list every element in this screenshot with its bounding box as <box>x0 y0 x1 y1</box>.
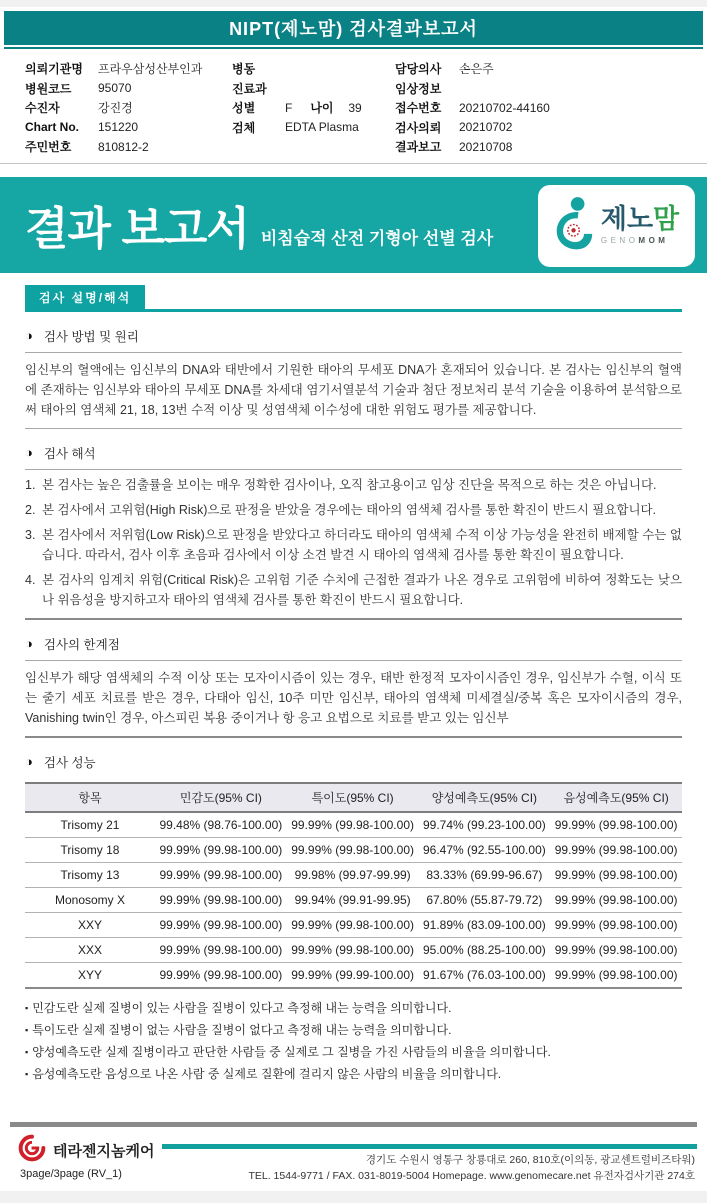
field-value: 20210702-44160 <box>459 100 550 115</box>
field-label: 검사의뢰 <box>395 120 442 135</box>
footnote-text: 특이도란 실제 질병이 없는 사람을 질병이 없다고 측정해 내는 능력을 의미합니다. <box>32 1022 452 1037</box>
cell-value: 99.99% (99.98-100.00) <box>287 812 419 838</box>
field-label: 병원코드 <box>25 81 72 96</box>
divider <box>25 352 682 353</box>
page-edge-top <box>0 0 707 7</box>
cell-item: XXX <box>25 937 155 962</box>
cell-item: Trisomy 13 <box>25 862 155 887</box>
half-circle-bullet-icon: ◑ <box>25 445 33 460</box>
item-number: 2. <box>25 502 36 517</box>
field-value: 810812-2 <box>98 139 149 154</box>
result-banner <box>0 177 707 273</box>
footnote <box>25 997 682 1019</box>
cell-value: 99.99% (99.98-100.00) <box>155 962 287 988</box>
item-number: 3. <box>25 527 36 542</box>
list-item <box>25 570 682 610</box>
table-row <box>25 912 682 937</box>
logo-text-geno-en: GENO <box>600 236 639 245</box>
column-header: 항목 <box>25 783 155 812</box>
field-label: 담당의사 <box>395 62 442 77</box>
cell-value: 99.99% (99.98-100.00) <box>287 837 419 862</box>
half-circle-bullet-icon: ◑ <box>25 636 33 651</box>
cell-value: 99.99% (99.98-100.00) <box>550 837 682 862</box>
cell-value: 99.99% (99.98-100.00) <box>155 937 287 962</box>
report-title-band <box>4 11 703 45</box>
band-underline <box>4 47 703 49</box>
page-indicator: 3page/3page (RV_1) <box>20 1168 122 1180</box>
logo-text-mom-kr: 맘 <box>653 204 680 234</box>
page-footer <box>0 1122 707 1191</box>
cell-item: XXY <box>25 912 155 937</box>
list-item <box>25 525 682 565</box>
cell-value: 91.67% (76.03-100.00) <box>419 962 551 988</box>
divider <box>25 736 682 738</box>
cell-value: 99.98% (99.97-99.99) <box>287 862 419 887</box>
cell-value: 99.99% (99.98-100.00) <box>155 837 287 862</box>
footer-address-block <box>248 1152 695 1184</box>
section-tab-rule <box>25 285 682 312</box>
table-row <box>25 937 682 962</box>
logo-text-mom-en: MOM <box>638 236 669 245</box>
field-label: 의뢰기관명 <box>25 62 83 77</box>
patient-row <box>25 137 685 157</box>
field-label: 임상정보 <box>395 81 442 96</box>
divider <box>25 428 682 429</box>
field-label: 접수번호 <box>395 101 442 116</box>
field-label: 주민번호 <box>25 140 72 155</box>
cell-value: 99.99% (99.98-100.00) <box>550 862 682 887</box>
footer-contact: TEL. 1544-9771 / FAX. 031-8019-5004 Homepage. www.genomecare.net 유전자검사기관 274호 <box>248 1170 695 1182</box>
theragen-g-icon <box>18 1134 46 1167</box>
square-bullet-icon: ▪ <box>25 1002 29 1013</box>
divider <box>25 469 682 470</box>
half-circle-bullet-icon: ◑ <box>25 328 33 343</box>
field-label: 나이 <box>310 101 334 116</box>
list-item <box>25 500 682 520</box>
table-row <box>25 862 682 887</box>
field-value: 20210708 <box>459 139 513 154</box>
table-row <box>25 812 682 838</box>
cell-item: Trisomy 21 <box>25 812 155 838</box>
cell-value: 67.80% (55.87-79.72) <box>419 887 551 912</box>
section-tab: 검사 설명/해석 <box>25 285 145 309</box>
column-header: 민감도(95% CI) <box>155 783 287 812</box>
cell-value: 99.99% (99.98-100.00) <box>155 887 287 912</box>
field-value: 151220 <box>98 120 139 135</box>
section-heading-limitations <box>25 636 682 652</box>
field-value: F <box>285 100 293 115</box>
footnote-text: 음성예측도란 음성으로 나온 사람 중 실제로 질환에 걸리지 않은 사람의 비율을 의미합니다. <box>32 1066 502 1081</box>
cell-value: 99.99% (99.98-100.00) <box>155 862 287 887</box>
section-title: 검사 성능 <box>43 755 96 770</box>
patient-row <box>25 59 685 79</box>
genomom-wordmark <box>601 206 679 245</box>
footnote-text: 민감도란 실제 질병이 있는 사람을 질병이 있다고 측정해 내는 능력을 의미합니다. <box>32 1000 452 1015</box>
cell-item: Trisomy 18 <box>25 837 155 862</box>
cell-value: 99.99% (99.99-100.00) <box>287 962 419 988</box>
cell-value: 96.47% (92.55-100.00) <box>419 837 551 862</box>
square-bullet-icon: ▪ <box>25 1046 29 1057</box>
field-label: 진료과 <box>232 81 267 96</box>
banner-subtitle: 비침습적 산전 기형아 선별 검사 <box>260 228 494 248</box>
cell-value: 99.74% (99.23-100.00) <box>419 812 551 838</box>
list-item <box>25 475 682 495</box>
field-label: 검체 <box>232 120 256 135</box>
field-label: 수진자 <box>25 101 60 116</box>
divider <box>0 163 707 164</box>
cell-value: 95.00% (88.25-100.00) <box>419 937 551 962</box>
footer-divider <box>10 1122 697 1127</box>
footnote-text: 양성예측도란 실제 질병이라고 판단한 사람들 중 실제로 그 질병을 가진 사람들의 비율을 의미합니다. <box>32 1044 551 1059</box>
field-label: 병동 <box>232 62 256 77</box>
logo-text-geno-kr: 제노 <box>600 204 654 234</box>
limitations-paragraph: 임신부가 해당 염색체의 수적 이상 또는 모자이시즘이 있는 경우, 태반 한정적 모자이시즘인 경우, 임신부가 수혈, 이식 또는 줄기 세포 치료를 받은 경우, 다태아 임신, 10주 미만 임신부, 태아의 염색체 미세결실/중복 혹은 모자이시즘의 경우, Vanishing twin인 경우, 아스피린 복용 중이거나 항 응고 요법으로 치료를 받고 있는 임신부 <box>25 670 682 725</box>
footnote <box>25 1063 682 1085</box>
page-edge-bottom <box>0 1191 707 1203</box>
cell-value: 99.99% (99.98-100.00) <box>287 912 419 937</box>
patient-info <box>25 59 685 157</box>
item-text: 본 검사에서 저위험(Low Risk)으로 판정을 받았다고 하더라도 태아의 염색체 수적 이상 가능성을 완전히 배제할 수는 없습니다. 따라서, 검사 이후 초음파 검사에서 이상 소견 발견 시 태아의 염색체 검사를 통한 확진이 필요합니다. <box>42 527 682 562</box>
cell-value: 99.99% (99.98-100.00) <box>550 887 682 912</box>
column-header: 양성예측도(95% CI) <box>419 783 551 812</box>
field-value: 20210702 <box>459 120 513 135</box>
field-label: 결과보고 <box>395 140 442 155</box>
cell-value: 99.99% (99.98-100.00) <box>550 812 682 838</box>
field-value: 39 <box>348 100 362 115</box>
cell-value: 99.99% (99.98-100.00) <box>155 912 287 937</box>
footnote <box>25 1019 682 1041</box>
table-row <box>25 887 682 912</box>
cell-value: 99.48% (98.76-100.00) <box>155 812 287 838</box>
section-heading-performance <box>25 754 682 770</box>
footer-teal-bar <box>162 1144 697 1149</box>
divider <box>25 618 682 620</box>
table-header-row <box>25 783 682 812</box>
column-header: 음성예측도(95% CI) <box>550 783 682 812</box>
item-text: 본 검사는 높은 검출률을 보이는 매우 정확한 검사이나, 오직 참고용이고 임상 진단을 목적으로 하는 것은 아닙니다. <box>42 477 657 492</box>
column-header: 특이도(95% CI) <box>287 783 419 812</box>
section-title: 검사의 한계점 <box>43 637 120 652</box>
cell-item: Monosomy X <box>25 887 155 912</box>
table-row <box>25 837 682 862</box>
method-paragraph: 임신부의 혈액에는 임신부의 DNA와 태반에서 기원한 태아의 무세포 DNA가 혼재되어 있습니다. 본 검사는 임신부의 혈액에 존재하는 임신부와 태아의 무세포 DNA를 차세대 염기서열분석 기술과 첨단 정보처리 분석 기술을 이용하여 분석함으로써 태아의 염색체 21, 18, 13번 수적 이상 및 성염색체 이수성에 대한 위험도 평가를 제공합니다. <box>25 362 682 417</box>
report-title: NIPT(제노맘) 검사결과보고서 <box>229 19 478 39</box>
field-label: 성별 <box>232 101 256 116</box>
performance-table <box>25 782 682 989</box>
cell-item: XYY <box>25 962 155 988</box>
field-value: 강진경 <box>98 101 133 116</box>
banner-title: 결과 보고서 <box>25 202 249 254</box>
section-title: 검사 해석 <box>43 446 96 461</box>
cell-value: 99.99% (99.98-100.00) <box>550 912 682 937</box>
divider <box>25 660 682 661</box>
item-number: 4. <box>25 572 36 587</box>
cell-value: 99.99% (99.98-100.00) <box>287 937 419 962</box>
field-value: 손은주 <box>459 62 494 77</box>
cell-value: 83.33% (69.99-96.67) <box>419 862 551 887</box>
section-heading-interpretation <box>25 445 682 461</box>
field-value: 95070 <box>98 81 132 96</box>
footnote <box>25 1041 682 1063</box>
item-text: 본 검사에서 고위험(High Risk)으로 판정을 받았을 경우에는 태아의 염색체 검사를 통한 확진이 반드시 필요합니다. <box>42 502 657 517</box>
company-logo <box>18 1134 154 1167</box>
patient-row <box>25 98 685 118</box>
footnote-list <box>25 997 682 1085</box>
half-circle-bullet-icon: ◑ <box>25 754 33 769</box>
interpretation-list <box>25 475 682 610</box>
cell-value: 99.94% (99.91-99.95) <box>287 887 419 912</box>
genomom-logo <box>538 185 695 267</box>
item-text: 본 검사의 임계치 위험(Critical Risk)은 고위험 기준 수치에 근접한 결과가 나온 경우로 고위험에 비하여 정확도는 낮으나 위음성을 방지하고자 태아의 염색체 검사를 통한 확진이 반드시 필요합니다. <box>42 572 682 607</box>
item-number: 1. <box>25 477 36 492</box>
cell-value: 91.89% (83.09-100.00) <box>419 912 551 937</box>
table-row <box>25 962 682 988</box>
section-title: 검사 방법 및 원리 <box>43 329 139 344</box>
square-bullet-icon: ▪ <box>25 1024 29 1035</box>
cell-value: 99.99% (99.98-100.00) <box>550 937 682 962</box>
footer-address: 경기도 수원시 영통구 창룡대로 260, 810호(이의동, 광교센트럴비즈타워) <box>365 1154 695 1166</box>
field-value: EDTA Plasma <box>285 120 359 135</box>
field-value: 프라우삼성산부인과 <box>98 62 203 77</box>
square-bullet-icon: ▪ <box>25 1068 29 1079</box>
field-label: Chart No. <box>25 120 79 135</box>
patient-row <box>25 79 685 99</box>
patient-row <box>25 118 685 138</box>
pregnant-mom-icon <box>554 196 594 255</box>
cell-value: 99.99% (99.98-100.00) <box>550 962 682 988</box>
section-heading-method <box>25 328 682 344</box>
company-name: 테라젠지놈케어 <box>53 1143 155 1160</box>
